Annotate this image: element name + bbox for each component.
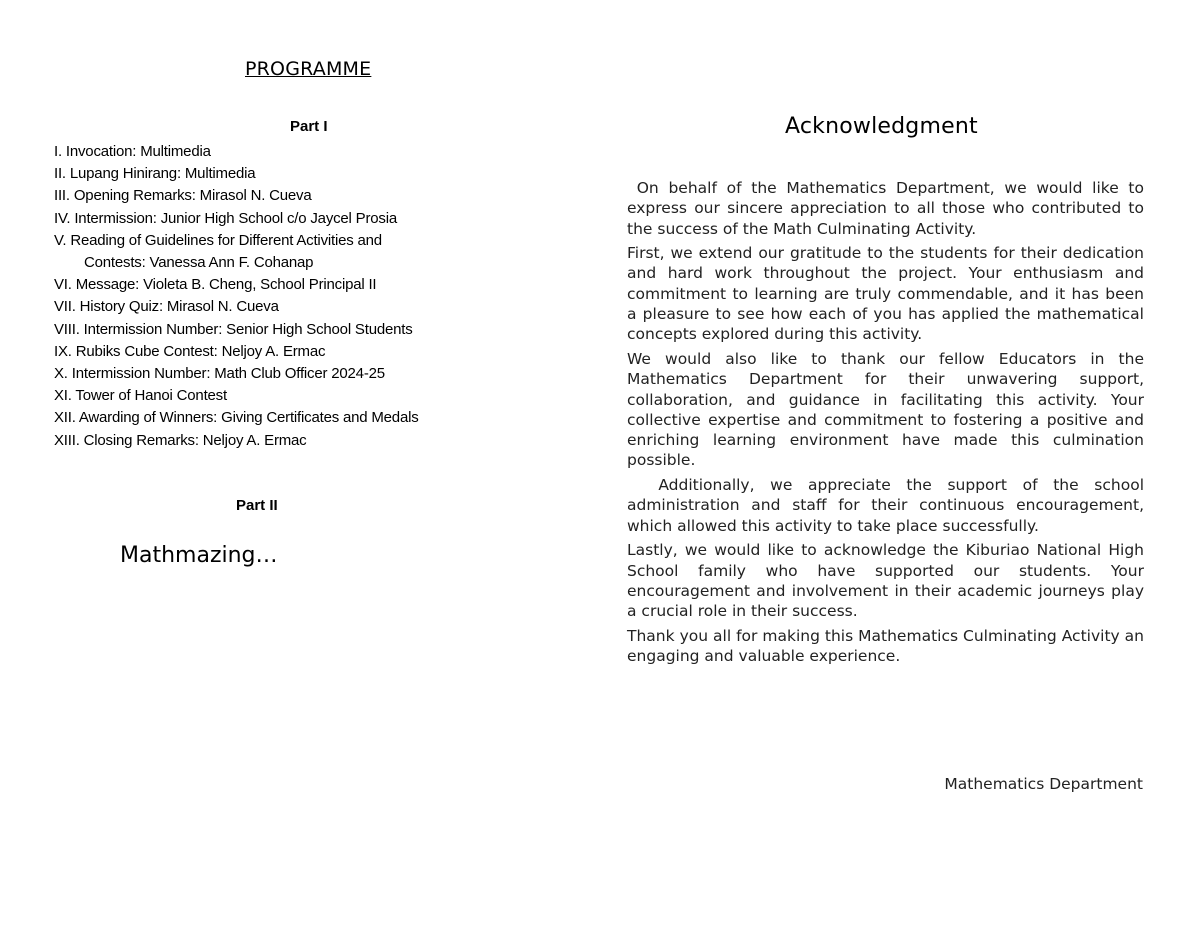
- part1-title: Part I: [290, 118, 328, 135]
- acknowledgment-paragraph: Lastly, we would like to acknowledge the Kiburiao National High School family who have supported our students. Your encouragement and involvement in their academic journeys play a crucial role in their success.: [627, 541, 1144, 621]
- programme-item: VI. Message: Violeta B. Cheng, School Principal II: [54, 276, 377, 294]
- part2-heading: Mathmazing…: [120, 543, 278, 568]
- signature: Mathematics Department: [944, 775, 1143, 793]
- acknowledgment-paragraph: Additionally, we appreciate the support of the school administration and staff for their continuous encouragement, which allowed this activity to take place successfully.: [627, 476, 1149, 535]
- programme-list: [54, 141, 419, 452]
- part2-title: Part II: [236, 497, 278, 514]
- programme-item: IX. Rubiks Cube Contest: Neljoy A. Ermac: [54, 342, 326, 360]
- programme-item: IV. Intermission: Junior High School c/o Jaycel Prosia: [54, 209, 397, 227]
- acknowledgment-paragraph: We would also like to thank our fellow Educators in the Mathematics Department for their unwavering support, collaboration, and guidance in facilitating this activity. Your collective expertise and commitment to fostering a positive and enriching learning environment have made this culmination possible.: [627, 349, 1144, 470]
- programme-item: XIII. Closing Remarks: Neljoy A. Ermac: [54, 431, 307, 449]
- programme-item-continuation: Contests: Vanessa Ann F. Cohanap: [84, 254, 314, 272]
- programme-item: VIII. Intermission Number: Senior High School Students: [54, 320, 413, 338]
- programme-item: XII. Awarding of Winners: Giving Certificates and Medals: [54, 409, 419, 427]
- programme-item: VII. History Quiz: Mirasol N. Cueva: [54, 298, 279, 316]
- programme-item: XI. Tower of Hanoi Contest: [54, 387, 227, 405]
- acknowledgment-page: [600, 0, 1200, 927]
- programme-item: V. Reading of Guidelines for Different Activities and: [54, 231, 382, 249]
- programme-item: II. Lupang Hinirang: Multimedia: [54, 165, 256, 183]
- acknowledgment-paragraph: On behalf of the Mathematics Department, we would like to express our sincere appreciation to all those who contributed to the success of the Math Culminating Activity.: [627, 179, 1149, 238]
- programme-item: III. Opening Remarks: Mirasol N. Cueva: [54, 187, 312, 205]
- acknowledgment-paragraph: First, we extend our gratitude to the students for their dedication and hard work throughout the project. Your enthusiasm and commitment to learning are truly commendable, and it has been a pleasure to see how each of you has applied the mathematical concepts explored during this activity.: [627, 244, 1144, 344]
- programme-title: PROGRAMME: [245, 58, 372, 80]
- acknowledgment-paragraph: Thank you all for making this Mathematics Culminating Activity an engaging and valuable experience.: [627, 626, 1144, 666]
- programme-item: I. Invocation: Multimedia: [54, 143, 211, 160]
- acknowledgment-body: [627, 178, 1149, 671]
- acknowledgment-title: Acknowledgment: [785, 114, 978, 139]
- programme-item: X. Intermission Number: Math Club Officer 2024-25: [54, 365, 385, 383]
